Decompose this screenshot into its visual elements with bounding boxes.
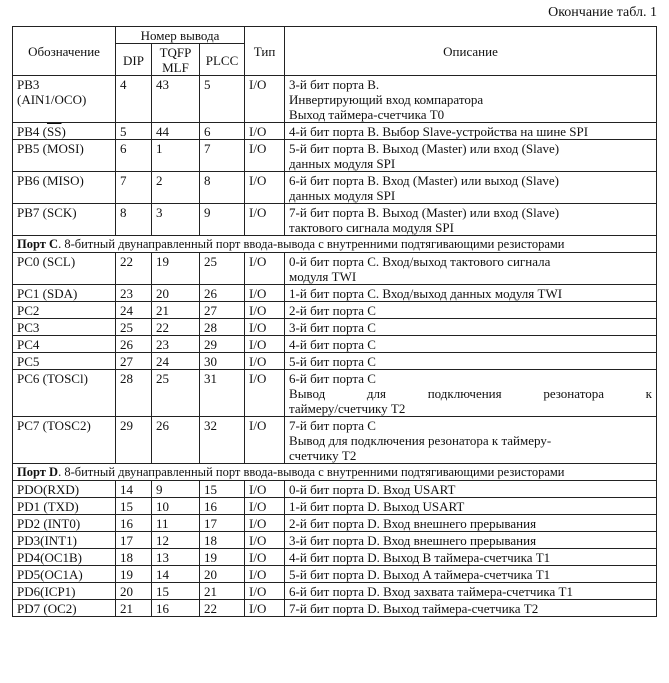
pin-tqfp: 26 xyxy=(152,417,200,464)
pin-plcc: 31 xyxy=(200,370,245,417)
pin-plcc: 32 xyxy=(200,417,245,464)
pin-designation: PDO(RXD) xyxy=(13,481,116,498)
pin-dip: 5 xyxy=(116,123,152,140)
pin-tqfp: 44 xyxy=(152,123,200,140)
pin-plcc: 17 xyxy=(200,515,245,532)
pin-type: I/O xyxy=(245,319,285,336)
table-row xyxy=(13,253,657,285)
pin-tqfp: 25 xyxy=(152,370,200,417)
section-row xyxy=(13,464,657,481)
pin-type: I/O xyxy=(245,204,285,236)
pin-tqfp: 3 xyxy=(152,204,200,236)
pin-dip: 15 xyxy=(116,498,152,515)
pin-plcc: 19 xyxy=(200,549,245,566)
pin-plcc: 22 xyxy=(200,600,245,617)
description-line: 4-й бит порта B. Выбор Slave-устройства на шине SPI xyxy=(289,124,589,139)
description-line: 4-й бит порта C xyxy=(289,337,376,352)
pin-designation: PC4 xyxy=(13,336,116,353)
pin-dip: 26 xyxy=(116,336,152,353)
table-row xyxy=(13,583,657,600)
description-line: 2-й бит порта D. Вход внешнего прерывания xyxy=(289,516,537,531)
pin-description xyxy=(285,583,657,600)
pin-designation: PC5 xyxy=(13,353,116,370)
table-row xyxy=(13,515,657,532)
pin-tqfp: 1 xyxy=(152,140,200,172)
table-row xyxy=(13,172,657,204)
section-port-name: Порт C xyxy=(17,237,59,251)
table-row xyxy=(13,481,657,498)
pin-type: I/O xyxy=(245,302,285,319)
pin-description xyxy=(285,123,657,140)
pin-tqfp: 16 xyxy=(152,600,200,617)
pin-plcc: 7 xyxy=(200,140,245,172)
pin-type: I/O xyxy=(245,76,285,123)
pin-designation: PC7 (TOSC2) xyxy=(13,417,116,464)
pin-type: I/O xyxy=(245,566,285,583)
description-line: 5-й бит порта D. Выход A таймера-счетчика T1 xyxy=(289,567,551,582)
pin-dip: 25 xyxy=(116,319,152,336)
pin-type: I/O xyxy=(245,353,285,370)
description-line: 6-й бит порта C xyxy=(289,371,376,386)
pin-plcc: 8 xyxy=(200,172,245,204)
pin-dip: 17 xyxy=(116,532,152,549)
pin-type: I/O xyxy=(245,583,285,600)
pin-description xyxy=(285,600,657,617)
description-line: 6-й бит порта B. Вход (Master) или выход (Slave) xyxy=(289,173,559,188)
pin-plcc: 20 xyxy=(200,566,245,583)
pin-description xyxy=(285,532,657,549)
pin-type: I/O xyxy=(245,600,285,617)
pin-plcc: 18 xyxy=(200,532,245,549)
pin-type: I/O xyxy=(245,549,285,566)
table-row xyxy=(13,302,657,319)
description-header: Описание xyxy=(285,27,657,76)
pin-designation: PD1 (TXD) xyxy=(13,498,116,515)
description-line: 7-й бит порта D. Выход таймера-счетчика T2 xyxy=(289,601,539,616)
pin-number-header: Номер вывода xyxy=(116,27,245,44)
description-line: данных модуля SPI xyxy=(289,188,396,203)
pin-tqfp: 20 xyxy=(152,285,200,302)
section-description: . 8-битный двунаправленный порт ввода-вывода с внутренними подтягивающими резисторами xyxy=(58,237,565,251)
section-row xyxy=(13,236,657,253)
pin-type: I/O xyxy=(245,417,285,464)
description-line: Инвертирующий вход компаратора xyxy=(289,92,484,107)
pin-plcc: 15 xyxy=(200,481,245,498)
pin-tqfp: 14 xyxy=(152,566,200,583)
description-line: 3-й бит порта C xyxy=(289,320,376,335)
pin-type: I/O xyxy=(245,285,285,302)
pin-designation: PC2 xyxy=(13,302,116,319)
description-line: таймеру/счетчику T2 xyxy=(289,401,406,416)
dip-header: DIP xyxy=(116,44,152,76)
pin-description xyxy=(285,319,657,336)
pin-type: I/O xyxy=(245,172,285,204)
pin-dip: 18 xyxy=(116,549,152,566)
description-line: 5-й бит порта C xyxy=(289,354,376,369)
pin-plcc: 30 xyxy=(200,353,245,370)
description-line: 0-й бит порта D. Вход USART xyxy=(289,482,456,497)
table-row xyxy=(13,76,657,123)
pin-designation-inverted: $\overline{SS}$ xyxy=(46,124,62,139)
pin-description xyxy=(285,253,657,285)
pin-plcc: 21 xyxy=(200,583,245,600)
pin-description xyxy=(285,549,657,566)
description-line: 2-й бит порта C xyxy=(289,303,376,318)
pin-dip: 28 xyxy=(116,370,152,417)
table-row xyxy=(13,204,657,236)
description-line: 1-й бит порта D. Выход USART xyxy=(289,499,465,514)
pin-plcc: 6 xyxy=(200,123,245,140)
pin-tqfp: 21 xyxy=(152,302,200,319)
table-row xyxy=(13,353,657,370)
table-row xyxy=(13,123,657,140)
pin-table xyxy=(12,26,657,617)
pin-tqfp: 15 xyxy=(152,583,200,600)
pin-dip: 24 xyxy=(116,302,152,319)
pin-description xyxy=(285,302,657,319)
description-line: 3-й бит порта B. xyxy=(289,77,380,92)
table-row xyxy=(13,140,657,172)
pin-dip: 8 xyxy=(116,204,152,236)
pin-description xyxy=(285,76,657,123)
pin-description xyxy=(285,172,657,204)
pin-type: I/O xyxy=(245,498,285,515)
pin-designation: PC3 xyxy=(13,319,116,336)
pin-designation: PC0 (SCL) xyxy=(13,253,116,285)
pin-tqfp: 19 xyxy=(152,253,200,285)
table-row xyxy=(13,549,657,566)
pin-description xyxy=(285,515,657,532)
table-row xyxy=(13,532,657,549)
pin-type: I/O xyxy=(245,140,285,172)
pin-type: I/O xyxy=(245,336,285,353)
pin-designation: PD7 (OC2) xyxy=(13,600,116,617)
table-row xyxy=(13,566,657,583)
pin-type: I/O xyxy=(245,515,285,532)
pin-tqfp: 12 xyxy=(152,532,200,549)
pin-tqfp: 13 xyxy=(152,549,200,566)
table-row xyxy=(13,319,657,336)
pin-tqfp: 9 xyxy=(152,481,200,498)
pin-designation: PB7 (SCK) xyxy=(13,204,116,236)
pin-designation: PD6(ICP1) xyxy=(13,583,116,600)
pin-description xyxy=(285,481,657,498)
pin-dip: 29 xyxy=(116,417,152,464)
section-title xyxy=(13,464,657,481)
table-row xyxy=(13,498,657,515)
pin-type: I/O xyxy=(245,532,285,549)
pin-plcc: 5 xyxy=(200,76,245,123)
pin-dip: 14 xyxy=(116,481,152,498)
description-line: 3-й бит порта D. Вход внешнего прерывания xyxy=(289,533,537,548)
pin-description xyxy=(285,336,657,353)
pin-description xyxy=(285,285,657,302)
pin-tqfp: 10 xyxy=(152,498,200,515)
pin-description xyxy=(285,140,657,172)
pin-designation: PD4(OC1B) xyxy=(13,549,116,566)
pin-tqfp: 2 xyxy=(152,172,200,204)
description-line: Вывод для подключения резонатора к xyxy=(289,386,652,401)
table-row xyxy=(13,600,657,617)
pin-plcc: 25 xyxy=(200,253,245,285)
pin-dip: 6 xyxy=(116,140,152,172)
pin-dip: 21 xyxy=(116,600,152,617)
description-line: 1-й бит порта C. Вход/выход данных модуля TWI xyxy=(289,286,563,301)
pin-dip: 27 xyxy=(116,353,152,370)
pin-designation: PD3(INT1) xyxy=(13,532,116,549)
pin-plcc: 28 xyxy=(200,319,245,336)
table-caption: Окончание табл. 1 xyxy=(548,5,657,20)
header-row-1 xyxy=(13,27,657,44)
description-line: модуля TWI xyxy=(289,269,357,284)
section-description: . 8-битный двунаправленный порт ввода-вывода с внутренними подтягивающими резисторами xyxy=(58,465,565,479)
description-line: данных модуля SPI xyxy=(289,156,396,171)
pin-tqfp: 22 xyxy=(152,319,200,336)
description-line: 6-й бит порта D. Вход захвата таймера-счетчика T1 xyxy=(289,584,573,599)
section-title xyxy=(13,236,657,253)
pin-type: I/O xyxy=(245,253,285,285)
section-port-name: Порт D xyxy=(17,465,59,479)
pin-designation: PC1 (SDA) xyxy=(13,285,116,302)
description-line: Вывод для подключения резонатора к таймеру- xyxy=(289,433,552,448)
pin-dip: 19 xyxy=(116,566,152,583)
table-row xyxy=(13,285,657,302)
pin-description xyxy=(285,498,657,515)
pin-dip: 16 xyxy=(116,515,152,532)
pin-tqfp: 11 xyxy=(152,515,200,532)
pin-description xyxy=(285,204,657,236)
pin-designation: PD5(OC1A) xyxy=(13,566,116,583)
pin-type: I/O xyxy=(245,123,285,140)
pin-type: I/O xyxy=(245,481,285,498)
pin-designation: PC6 (TOSCl) xyxy=(13,370,116,417)
table-row xyxy=(13,336,657,353)
pin-designation: PD2 (INT0) xyxy=(13,515,116,532)
pin-description xyxy=(285,370,657,417)
pin-description xyxy=(285,353,657,370)
pin-plcc: 27 xyxy=(200,302,245,319)
pin-designation: PB5 (MOSI) xyxy=(13,140,116,172)
pin-tqfp: 24 xyxy=(152,353,200,370)
pin-type: I/O xyxy=(245,370,285,417)
pin-description xyxy=(285,417,657,464)
pin-plcc: 9 xyxy=(200,204,245,236)
pin-dip: 7 xyxy=(116,172,152,204)
pin-dip: 20 xyxy=(116,583,152,600)
pin-plcc: 16 xyxy=(200,498,245,515)
pin-plcc: 26 xyxy=(200,285,245,302)
designation-header: Обозначение xyxy=(13,27,116,76)
tqfp-header: TQFP MLF xyxy=(152,44,200,76)
plcc-header: PLCC xyxy=(200,44,245,76)
pin-dip: 4 xyxy=(116,76,152,123)
description-line: 7-й бит порта B. Выход (Master) или вход (Slave) xyxy=(289,205,560,220)
description-line: 4-й бит порта D. Выход B таймера-счетчика T1 xyxy=(289,550,551,565)
description-line: Выход таймера-счетчика T0 xyxy=(289,107,445,122)
pin-dip: 23 xyxy=(116,285,152,302)
description-line: тактового сигнала модуля SPI xyxy=(289,220,454,235)
pin-description xyxy=(285,566,657,583)
description-line: 5-й бит порта B. Выход (Master) или вход (Slave) xyxy=(289,141,560,156)
description-line: 0-й бит порта C. Вход/выход тактового сигнала xyxy=(289,254,551,269)
pin-designation xyxy=(13,123,116,140)
table-row xyxy=(13,370,657,417)
pin-designation-suffix: ) xyxy=(61,124,66,139)
pin-designation: PB6 (MISO) xyxy=(13,172,116,204)
table-row xyxy=(13,417,657,464)
pin-dip: 22 xyxy=(116,253,152,285)
description-line: счетчику T2 xyxy=(289,448,357,463)
pin-tqfp: 43 xyxy=(152,76,200,123)
pin-designation-prefix: PB4 ( xyxy=(17,124,47,139)
description-line: 7-й бит порта C xyxy=(289,418,376,433)
pin-designation: PB3 (AIN1/OCO) xyxy=(13,76,116,123)
pin-plcc: 29 xyxy=(200,336,245,353)
pin-tqfp: 23 xyxy=(152,336,200,353)
type-header: Тип xyxy=(245,27,285,76)
